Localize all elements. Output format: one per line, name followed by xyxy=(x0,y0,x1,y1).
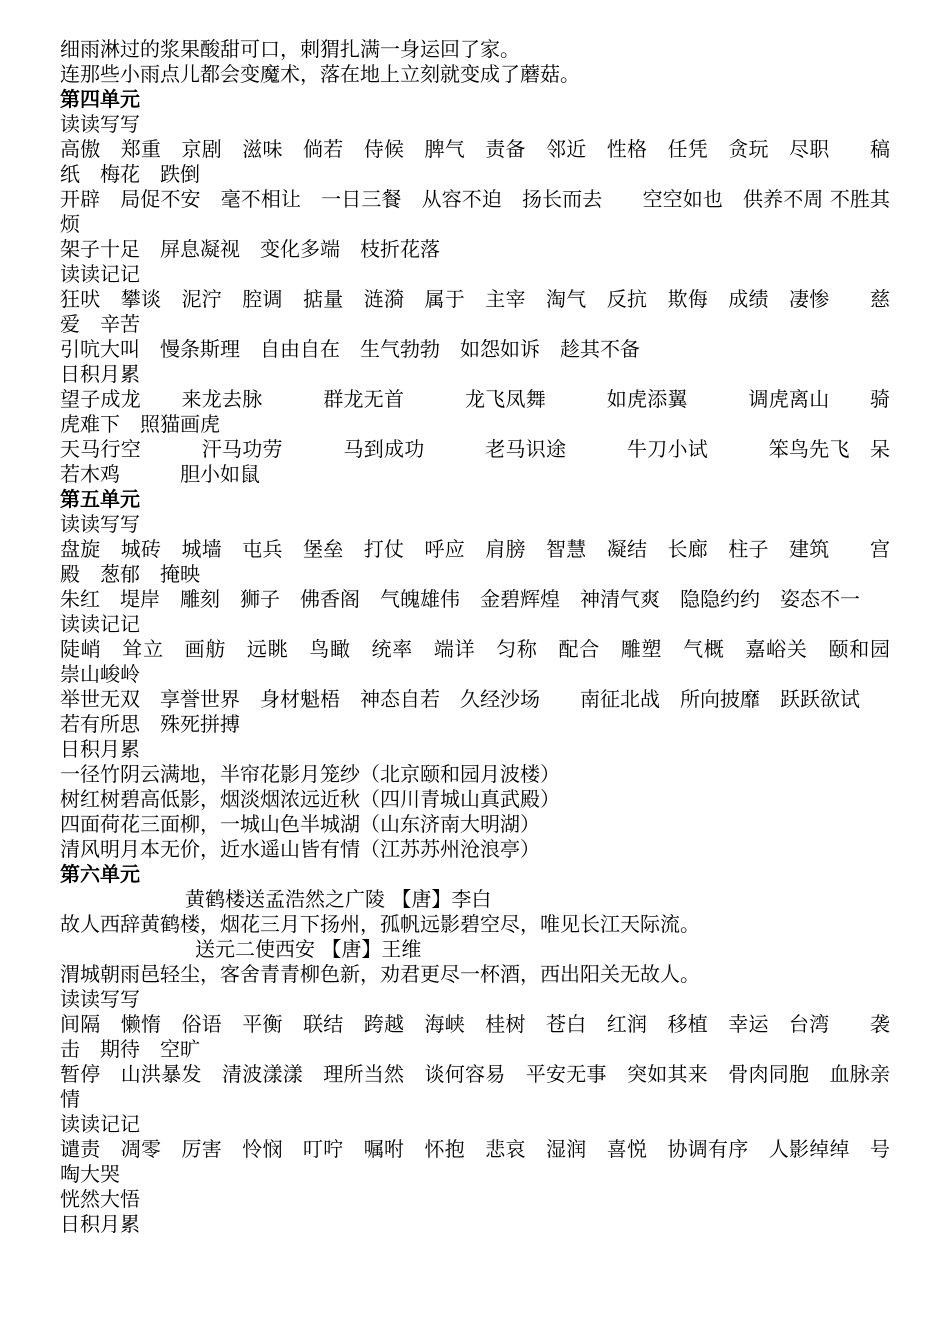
unit-heading: 第五单元 xyxy=(60,487,140,511)
text-line: 暂停 山洪暴发 清波漾漾 理所当然 谈何容易 平安无事 突如其来 骨肉同胞 血脉亲情 xyxy=(60,1062,890,1111)
text-line: 日积月累 xyxy=(60,737,140,761)
text-line: 朱红 堤岸 雕刻 狮子 佛香阁 气魄雄伟 金碧辉煌 神清气爽 隐隐约约 姿态不一 xyxy=(60,587,860,611)
text-line: 若有所思 殊死拼搏 xyxy=(60,712,240,736)
text-line: 树红树碧高低影，烟淡烟浓远近秋（四川青城山真武殿） xyxy=(60,787,560,811)
text-line: 谴责 凋零 厉害 怜悯 叮咛 嘱咐 怀抱 悲哀 湿润 喜悦 协调有序 人影绰绰 号啕大哭 xyxy=(60,1137,890,1186)
text-line: 清风明月本无价，近水遥山皆有情（江苏苏州沧浪亭） xyxy=(60,837,540,861)
text-line: 架子十足 屏息凝视 变化多端 枝折花落 xyxy=(60,237,440,261)
text-line: 一径竹阴云满地，半帘花影月笼纱（北京颐和园月波楼） xyxy=(60,762,560,786)
text-line: 狂吠 攀谈 泥泞 腔调 掂量 涟漪 属于 主宰 淘气 反抗 欺侮 成绩 凄惨 慈爱 辛苦 xyxy=(60,287,890,336)
document-page xyxy=(60,37,910,1237)
text-line: 引吭大叫 慢条斯理 自由自在 生气勃勃 如怨如诉 趁其不备 xyxy=(60,337,640,361)
text-line: 读读写写 xyxy=(60,112,140,136)
text-line: 举世无双 享誉世界 身材魁梧 神态自若 久经沙场 南征北战 所向披靡 跃跃欲试 xyxy=(60,687,860,711)
poem-title: 送元二使西安 【唐】王维 xyxy=(195,937,422,961)
text-line: 日积月累 xyxy=(60,1212,140,1236)
unit-heading: 第六单元 xyxy=(60,862,140,886)
text-line: 读读记记 xyxy=(60,262,140,286)
text-line: 读读写写 xyxy=(60,512,140,536)
text-line: 读读记记 xyxy=(60,1112,140,1136)
text-line: 连那些小雨点儿都会变魔术，落在地上立刻就变成了蘑菇。 xyxy=(60,62,580,86)
text-line: 读读写写 xyxy=(60,987,140,1011)
text-line: 四面荷花三面柳，一城山色半城湖（山东济南大明湖） xyxy=(60,812,540,836)
text-line: 陡峭 耸立 画舫 远眺 鸟瞰 统率 端详 匀称 配合 雕塑 气概 嘉峪关 颐和园 崇山峻岭 xyxy=(60,637,910,686)
text-line: 盘旋 城砖 城墙 屯兵 堡垒 打仗 呼应 肩膀 智慧 凝结 长廊 柱子 建筑 宫殿 葱郁 掩映 xyxy=(60,537,890,586)
text-line: 天马行空 汗马功劳 马到成功 老马识途 牛刀小试 笨鸟先飞 呆若木鸡 胆小如鼠 xyxy=(60,437,890,486)
text-line: 间隔 懒惰 俗语 平衡 联结 跨越 海峡 桂树 苍白 红润 移植 幸运 台湾 袭击 期待 空旷 xyxy=(60,1012,890,1061)
text-line: 日积月累 xyxy=(60,362,140,386)
poem-title: 黄鹤楼送孟浩然之广陵 【唐】李白 xyxy=(185,887,492,911)
text-line: 开辟 局促不安 毫不相让 一日三餐 从容不迫 扬长而去 空空如也 供养不周 不胜其烦 xyxy=(60,187,890,236)
text-line: 高傲 郑重 京剧 滋味 倘若 侍候 脾气 责备 邻近 性格 任凭 贪玩 尽职 稿纸 梅花 跌倒 xyxy=(60,137,890,186)
unit-heading: 第四单元 xyxy=(60,87,140,111)
text-line: 渭城朝雨邑轻尘，客舍青青柳色新，劝君更尽一杯酒，西出阳关无故人。 xyxy=(60,962,700,986)
text-line: 望子成龙 来龙去脉 群龙无首 龙飞凤舞 如虎添翼 调虎离山 骑虎难下 照猫画虎 xyxy=(60,387,890,436)
text-line: 读读记记 xyxy=(60,612,140,636)
text-line: 细雨淋过的浆果酸甜可口，刺猬扎满一身运回了家。 xyxy=(60,37,520,61)
text-line: 恍然大悟 xyxy=(60,1187,140,1211)
text-line: 故人西辞黄鹤楼，烟花三月下扬州，孤帆远影碧空尽，唯见长江天际流。 xyxy=(60,912,700,936)
